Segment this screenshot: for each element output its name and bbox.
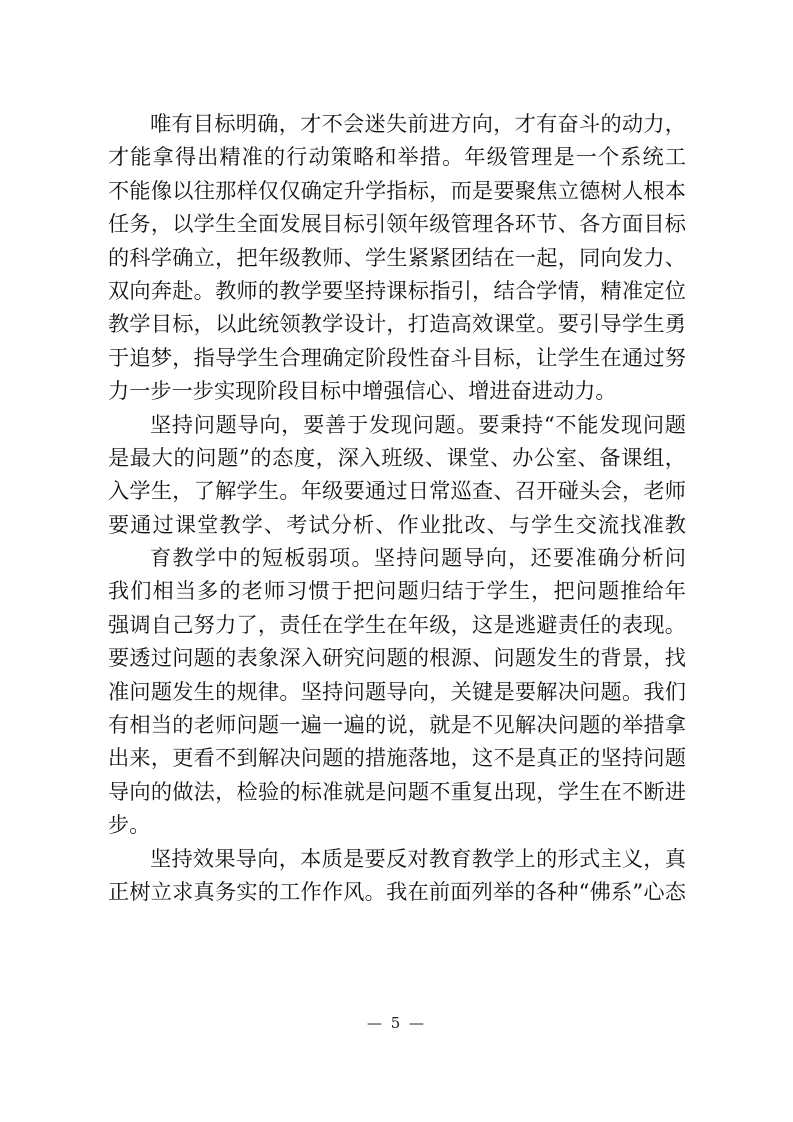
paragraph: [108, 107, 686, 408]
text-line: 有相当的老师问题一遍一遍的说，就是不见解决问题的举措拿: [108, 712, 686, 738]
text-line: 任务，以学生全面发展目标引领年级管理各环节、各方面目标: [108, 211, 686, 237]
text-line: 力一步一步实现阶段目标中增强信心、增进奋进动力。: [108, 378, 617, 404]
text-line: 正树立求真务实的工作作风。我在前面列举的各种“佛系”心态: [108, 878, 686, 904]
text-line: 坚持问题导向，要善于发现问题。要秉持“不能发现问题: [150, 411, 686, 437]
text-line: 育教学中的短板弱项。坚持问题导向，还要准确分析问: [150, 545, 686, 571]
text-line: 我们相当多的老师习惯于把问题归结于学生，把问题推给年: [108, 578, 686, 604]
text-line: 唯有目标明确，才不会迷失前进方向，才有奋斗的动力，: [150, 111, 686, 136]
text-line: 要透过问题的表象深入研究问题的根源、问题发生的背景，找: [108, 645, 686, 671]
page-number: — 5 —: [366, 1014, 427, 1032]
paragraph: [108, 541, 686, 842]
text-line: 的科学确立，把年级教师、学生紧紧团结在一起，同向发力、: [108, 244, 686, 270]
text-line: 不能像以往那样仅仅确定升学指标，而是要聚焦立德树人根本: [108, 177, 686, 203]
text-line: 步。: [108, 812, 151, 838]
body-text: [108, 107, 686, 908]
text-line: 出来，更看不到解决问题的措施落地，这不是真正的坚持问题: [108, 745, 686, 771]
text-line: 是最大的问题”的态度，深入班级、课堂、办公室、备课组，: [108, 444, 686, 470]
paragraph: [108, 408, 686, 542]
text-line: 坚持效果导向，本质是要反对教育教学上的形式主义，真: [150, 845, 686, 871]
text-line: 才能拿得出精准的行动策略和举措。年级管理是一个系统工: [108, 144, 686, 170]
text-line: 教学目标，以此统领教学设计，打造高效课堂。要引导学生勇: [108, 311, 686, 337]
text-line: 入学生，了解学生。年级要通过日常巡查、召开碰头会，老师: [108, 478, 686, 504]
text-line: 强调自己努力了，责任在学生在年级，这是逃避责任的表现。: [108, 611, 686, 637]
text-line: 要通过课堂教学、考试分析、作业批改、与学生交流找准教: [108, 511, 686, 537]
text-line: 于追梦，指导学生合理确定阶段性奋斗目标，让学生在通过努: [108, 344, 686, 370]
text-line: 双向奔赴。教师的教学要坚持课标指引，结合学情，精准定位: [108, 277, 686, 303]
text-line: 导向的做法，检验的标准就是问题不重复出现，学生在不断进: [108, 778, 686, 804]
paragraph: [108, 842, 686, 909]
text-line: 准问题发生的规律。坚持问题导向，关键是要解决问题。我们: [108, 678, 686, 704]
